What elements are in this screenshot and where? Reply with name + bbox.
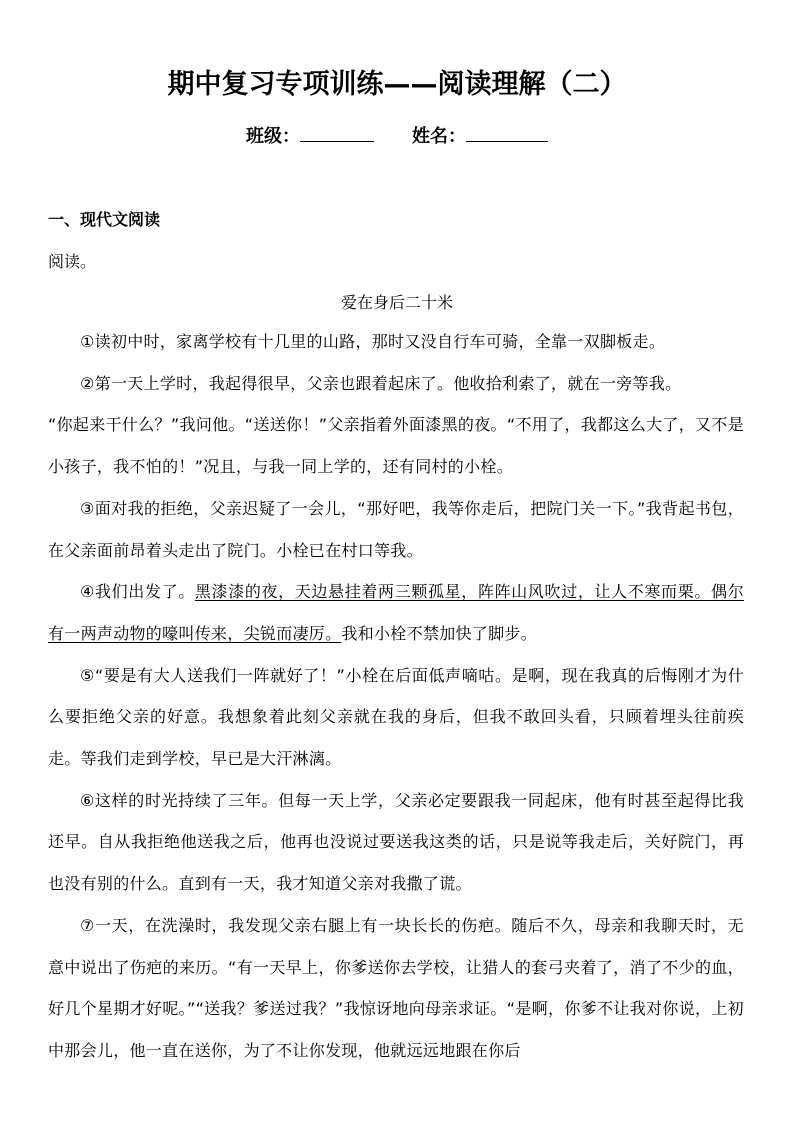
- story-title: 爱在身后二十米: [340, 293, 453, 312]
- underlined-sentence: 黑漆漆的夜，天边悬挂着两三颗孤星，阵阵山风吹过，让人不寒而栗。偶尔有一两声动物的嚎叫传来，尖锐而凄厉。: [48, 582, 744, 643]
- paragraph-4-end: 我和小栓不禁加快了脚步。: [341, 623, 538, 643]
- paragraph-7: ⑦一天，在洗澡时，我发现父亲右腿上有一块长长的伤疤。随后不久，母亲和我聊天时，无意中说出了伤疤的来历。“有一天早上，你爹送你去学校，让猎人的套弓夹着了，消了不少的血，好几个星期才好呢。”“送我？爹送过我？”我惊讶地向母亲求证。“是啊，你爹不让我对你说，上初中那会儿，他一直在送你，为了不让你发现，他就远远地跟在你后: [48, 915, 744, 1060]
- paragraph-1: ①读初中时，家离学校有十几里的山路，那时又没自行车可骑，全靠一双脚板走。: [80, 332, 666, 351]
- paragraph-4-start: ④我们出发了。: [80, 582, 195, 602]
- section-intro: 阅读。: [48, 252, 97, 271]
- paragraph-6: ⑥这样的时光持续了三年。但每一天上学，父亲必定要跟我一同起床，他有时甚至起得比我还早。自从我拒绝他送我之后，他再也没说过要送我这类的话，只是说等我走后，关好院门，再也没有别的什么。直到有一天，我才知道父亲对我撒了谎。: [48, 790, 744, 894]
- paragraph-2: ②第一天上学时，我起得很早，父亲也跟着起床了。他收拾利索了，就在一旁等我。: [80, 373, 682, 393]
- paragraph-4: [48, 571, 744, 654]
- name-label: 姓名：: [412, 126, 466, 147]
- page-title: 期中复习专项训练——阅读理解（二）: [167, 69, 627, 100]
- name-blank[interactable]: [466, 125, 548, 142]
- story-body: [48, 321, 744, 1072]
- paragraph-5: ⑤“要是有大人送我们一阵就好了！”小栓在后面低声嘀咕。是啊，现在我真的后悔刚才为什么要拒绝父亲的好意。我想象着此刻父亲就在我的身后，但我不敢回头看，只顾着埋头往前疾走。等我们走到学校，早已是大汗淋漓。: [48, 665, 744, 769]
- student-info-row: [0, 122, 794, 148]
- class-label: 班级：: [246, 126, 300, 147]
- paragraph-2-dialogue: “你起来干什么？”我问他。“送送你！”父亲指着外面漆黑的夜。“不用了，我都这么大了，又不是小孩子，我不怕的！”况且，与我一同上学的，还有同村的小栓。: [48, 415, 744, 477]
- section-heading: 一、现代文阅读: [48, 210, 161, 229]
- paragraph-3: ③面对我的拒绝，父亲迟疑了一会儿，“那好吧，我等你走后，把院门关一下。”我背起书包，在父亲面前昂着头走出了院门。小栓已在村口等我。: [48, 498, 744, 560]
- class-blank[interactable]: [300, 125, 374, 142]
